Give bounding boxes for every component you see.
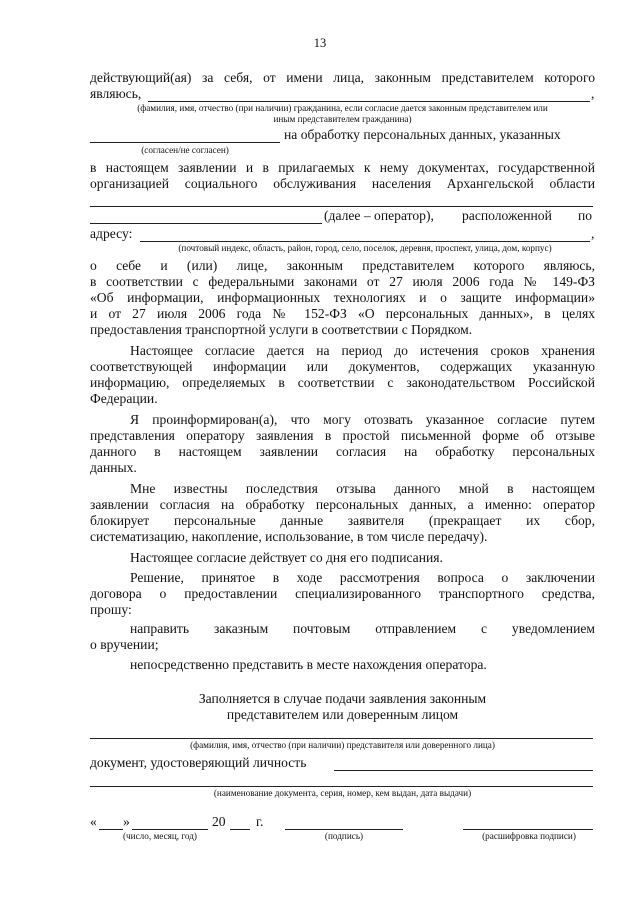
consent-line-7-label: адресу:	[90, 226, 133, 241]
caption-date: (число, месяц, год)	[123, 831, 197, 841]
consent-line-1: действующий(ая) за себя, от имени лица, законным представителем которого	[90, 70, 595, 85]
date-open-quote: «	[90, 814, 97, 829]
date-year-prefix: 20	[212, 814, 226, 829]
paragraph-3-line-1: Я проинформирован(а), что могу отозвать указанное согласие путем	[130, 412, 595, 427]
caption-identity-document: (наименование документа, серия, номер, кем выдан, дата выдачи)	[213, 788, 472, 798]
paragraph-1-line-5: предоставления транспортной услуги в соответствии с Порядком.	[90, 322, 473, 337]
date-year-blank	[230, 829, 250, 830]
consent-line-2-label: являюсь,	[90, 86, 142, 101]
paragraph-7-line-2: о вручении;	[90, 637, 159, 652]
representative-heading-1: Заполняется в случае подачи заявления законным	[198, 691, 487, 706]
paragraph-5: Настоящее согласие действует со дня его подписания.	[130, 550, 443, 565]
consent-line-7-comma: ,	[591, 226, 595, 241]
consent-line-2-comma: ,	[591, 86, 595, 101]
paragraph-1-line-1: о себе и (или) лице, законным представителем которого являюсь,	[90, 258, 595, 273]
consent-line-4: в настоящем заявлении и в прилагаемых к нему документах, государственной	[90, 160, 595, 175]
paragraph-2-line-4: Федерации.	[90, 391, 158, 406]
address-blank-line	[140, 241, 590, 242]
operator-name-blank-line	[90, 206, 593, 207]
paragraph-4-line-3: блокирует персональные данные заявителя (прекращает их сбор,	[90, 513, 595, 528]
paragraph-4-line-2: заявлении согласия на обработку персональных данных, а именно: оператор	[90, 497, 595, 512]
caption-citizen-fio-2: иным представителем гражданина)	[273, 114, 412, 124]
identity-document-blank-line-2	[90, 786, 593, 787]
paragraph-2-line-1: Настоящее согласие дается на период до истечения сроков хранения	[130, 343, 595, 358]
date-year-suffix: г.	[256, 814, 264, 829]
paragraph-3-line-4: данных.	[90, 460, 137, 475]
paragraph-1-line-3: «Об информации, информационных технологиях и о защите информации»	[90, 290, 595, 305]
caption-citizen-fio-1: (фамилия, имя, отчество (при наличии) гражданина, если согласие дается законным представителем или	[137, 103, 548, 113]
caption-signature-decoding: (расшифровка подписи)	[482, 831, 576, 841]
date-close-quote: »	[123, 814, 130, 829]
date-month-blank	[132, 829, 208, 830]
consent-line-6b: расположенной	[462, 208, 552, 223]
signature-blank-line	[285, 829, 403, 830]
paragraph-8: непосредственно представить в месте нахождения оператора.	[130, 657, 487, 672]
paragraph-1-line-4: и от 27 июля 2006 года № 152-ФЗ «О персональных данных», в целях	[90, 306, 595, 321]
paragraph-6-line-1: Решение, принятое в ходе рассмотрения вопроса о заключении	[130, 570, 595, 585]
representative-fio-blank-line	[90, 738, 593, 739]
page-number: 13	[313, 36, 327, 50]
paragraph-6-line-2: договора о предоставлении специализированного транспортного средства,	[90, 586, 595, 601]
consent-line-5: организацией социального обслуживания населения Архангельской области	[90, 176, 595, 191]
identity-document-label: документ, удостоверяющий личность	[90, 755, 307, 770]
representative-heading-2: представителем или доверенным лицом	[226, 707, 459, 722]
consent-line-6c: по	[578, 208, 593, 223]
paragraph-2-line-3: информацию, определяемых в соответствии с законодательством Российской	[90, 375, 595, 390]
paragraph-2-line-2: соответствующей информации или документов, содержащих указанную	[90, 359, 595, 374]
paragraph-4-line-4: систематизацию, накопление, использование, в том числе передачу).	[90, 529, 488, 544]
fio-blank-line	[148, 101, 590, 102]
paragraph-7-line-1: направить заказным почтовым отправлением с уведомлением	[130, 621, 595, 636]
paragraph-1-line-2: в соответствии с федеральными законами от 27 июля 2006 года № 149-ФЗ	[90, 274, 595, 289]
caption-agree: (согласен/не согласен)	[141, 145, 229, 155]
paragraph-3-line-3: данного в настоящем заявлении согласия на обработку персональных	[90, 444, 595, 459]
caption-signature: (подпись)	[324, 831, 364, 841]
date-day-blank	[99, 829, 123, 830]
paragraph-3-line-2: представления оператору заявления в простой письменной форме об отзыве	[90, 428, 595, 443]
caption-representative-fio: (фамилия, имя, отчество (при наличии) представителя или доверенного лица)	[190, 740, 495, 750]
paragraph-4-line-1: Мне известны последствия отзыва данного мной в настоящем	[130, 481, 595, 496]
consent-line-6: (далее – оператор),	[324, 208, 434, 223]
consent-line-3: на обработку персональных данных, указанных	[284, 127, 561, 142]
caption-address: (почтовый индекс, область, район, город, село, поселок, деревня, проспект, улица, дом, корпус)	[178, 243, 552, 253]
signature-decoding-blank-line	[463, 829, 593, 830]
agree-blank-line	[90, 142, 280, 143]
paragraph-6-line-3: прошу:	[90, 602, 132, 617]
identity-document-blank-line	[334, 770, 593, 771]
operator-name-blank-line-2	[90, 223, 322, 224]
